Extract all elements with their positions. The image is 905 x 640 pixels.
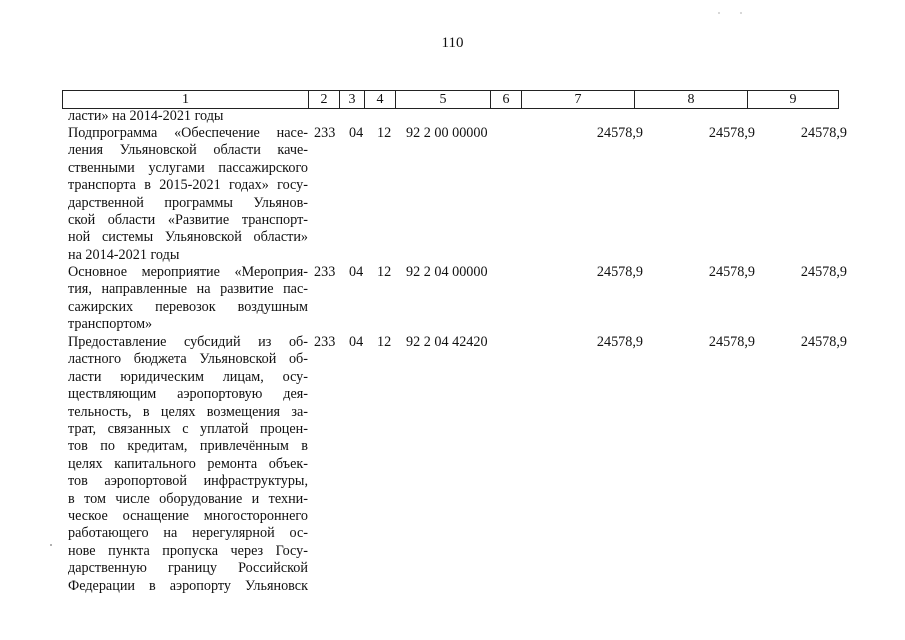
row-code: 233 [314,264,336,280]
row-target: 92 2 04 00000 [406,264,488,280]
column-header-6: 6 [491,91,522,109]
row-section: 04 [349,125,364,141]
column-header-1: 1 [63,91,309,109]
row-subsection: 12 [377,334,392,350]
row-value-7: 24578,9 [596,334,643,350]
row-section: 04 [349,334,364,350]
row-target: 92 2 00 00000 [406,125,488,141]
row-value-7: 24578,9 [596,264,643,280]
row-value-8: 24578,9 [708,264,755,280]
row-value-9: 24578,9 [800,264,847,280]
row-value-8: 24578,9 [708,334,755,350]
column-header-3: 3 [340,91,365,109]
row-target: 92 2 04 42420 [406,334,488,350]
row-value-8: 24578,9 [708,125,755,141]
row-name: Подпрограмма «Обеспечение насе- ления Ульяновской области каче- ственными услугами пассажирского транспорта в 2015-2021 годах» госу- дарственной программы Ульянов- ской области «Развитие транспорт- ной системы Ульяновской области» на 2014-2021 годы [68,125,308,263]
column-header-5: 5 [396,91,491,109]
scan-speck [740,12,742,14]
row-subsection: 12 [377,264,392,280]
scan-speck [50,544,52,546]
row-code: 233 [314,334,336,350]
row-subsection: 12 [377,125,392,141]
row-value-9: 24578,9 [800,334,847,350]
row-name: Основное мероприятие «Мероприя- тия, направленные на развитие пас- сажирских перевозок воздушным транспортом» [68,264,308,333]
column-header-2: 2 [309,91,340,109]
column-header-7: 7 [522,91,635,109]
scan-speck [718,12,720,14]
row-name: Предоставление субсидий из об- ластного бюджета Ульяновской об- ласти юридическим лицам, осу- ществляющим аэропортовую дея- тельность, в целях возмещения за- трат, связанных с уплатой процен- тов по кредитам, привлечённым в целях капитального ремонта объек- тов аэропортовой инфраструктуры, в том числе оборудование и техни- ческое оснащение многостороннего работающего на нерегулярной ос- нове пункта пропуска через Госу- дарственную границу Российской Федерации в аэропорту Ульяновск [68,334,308,594]
column-header-4: 4 [365,91,396,109]
column-header-9: 9 [748,91,839,109]
row-value-9: 24578,9 [800,125,847,141]
page-number: 110 [441,35,464,51]
row-code: 233 [314,125,336,141]
row-name: ласти» на 2014-2021 годы [68,108,224,124]
row-section: 04 [349,264,364,280]
column-header-8: 8 [635,91,748,109]
row-value-7: 24578,9 [596,125,643,141]
column-header-row [62,90,839,109]
